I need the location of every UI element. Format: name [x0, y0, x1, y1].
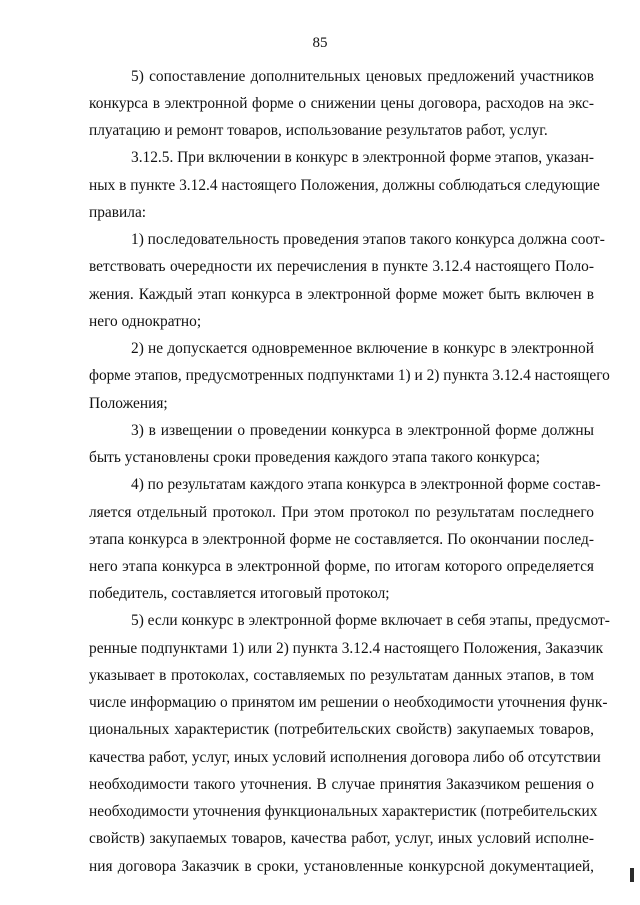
text-line: ветствовать очередности их перечисления в пункте 3.12.4 настоящего Поло- [89, 258, 594, 275]
text-line: Положения; [89, 395, 168, 412]
text-line: этапа конкурса в электронной форме не составляется. По окончании послед- [89, 531, 594, 548]
text-line: него этапа конкурса в электронной форме, по итогам которого определяется [89, 558, 594, 575]
text-line: конкурса в электронной форме о снижении цены договора, расходов на экс- [89, 95, 594, 112]
text-line: него однократно; [89, 313, 202, 330]
text-line: ния договора Заказчик в сроки, установленные конкурсной документацией, [89, 858, 594, 875]
text-line: качества работ, услуг, иных условий исполнения договора либо об отсутствии [89, 749, 601, 766]
text-line: необходимости такого уточнения. В случае принятия Заказчиком решения о [89, 776, 594, 793]
text-line: быть установлены сроки проведения каждого этапа такого конкурса; [89, 449, 541, 466]
text-line: 1) последовательность проведения этапов такого конкурса должна соот- [131, 231, 605, 248]
text-line: 3.12.5. При включении в конкурс в электронной форме этапов, указан- [131, 149, 595, 166]
text-line: ляется отдельный протокол. При этом протокол по результатам последнего [89, 504, 594, 521]
text-line: 3) в извещении о проведении конкурса в электронной форме должны [131, 422, 594, 439]
text-line: ных в пункте 3.12.4 настоящего Положения, должны соблюдаться следующие [89, 177, 600, 194]
text-line: необходимости уточнения функциональных характеристик (потребительских [89, 803, 598, 820]
text-line: числе информацию о принятом им решении о необходимости уточнения функ- [89, 694, 608, 711]
text-line: 5) сопоставление дополнительных ценовых предложений участников [131, 68, 594, 85]
page-number: 85 [312, 35, 328, 51]
text-line: 4) по результатам каждого этапа конкурса в электронной форме состав- [131, 476, 601, 493]
text-line: 5) если конкурс в электронной форме включает в себя этапы, предусмот- [131, 612, 610, 629]
text-line: жения. Каждый этап конкурса в электронной форме может быть включен в [89, 286, 594, 303]
text-line: 2) не допускается одновременное включение в конкурс в электронной [131, 340, 594, 357]
text-line: форме этапов, предусмотренных подпунктами 1) и 2) пункта 3.12.4 настоящего [89, 367, 610, 384]
text-line: победитель, составляется итоговый протокол; [89, 585, 390, 602]
text-line: циональных характеристик (потребительских свойств) закупаемых товаров, [89, 721, 594, 738]
text-line: указывает в протоколах, составляемых по результатам данных этапов, в том [89, 667, 594, 684]
text-line: свойств) закупаемых товаров, качества работ, услуг, иных условий исполне- [89, 830, 594, 847]
text-line: плуатацию и ремонт товаров, использование результатов работ, услуг. [89, 122, 548, 139]
text-line: ренные подпунктами 1) или 2) пункта 3.12.4 настоящего Положения, Заказчик [89, 640, 604, 657]
scan-artifact [630, 868, 634, 882]
text-line: правила: [89, 204, 147, 221]
